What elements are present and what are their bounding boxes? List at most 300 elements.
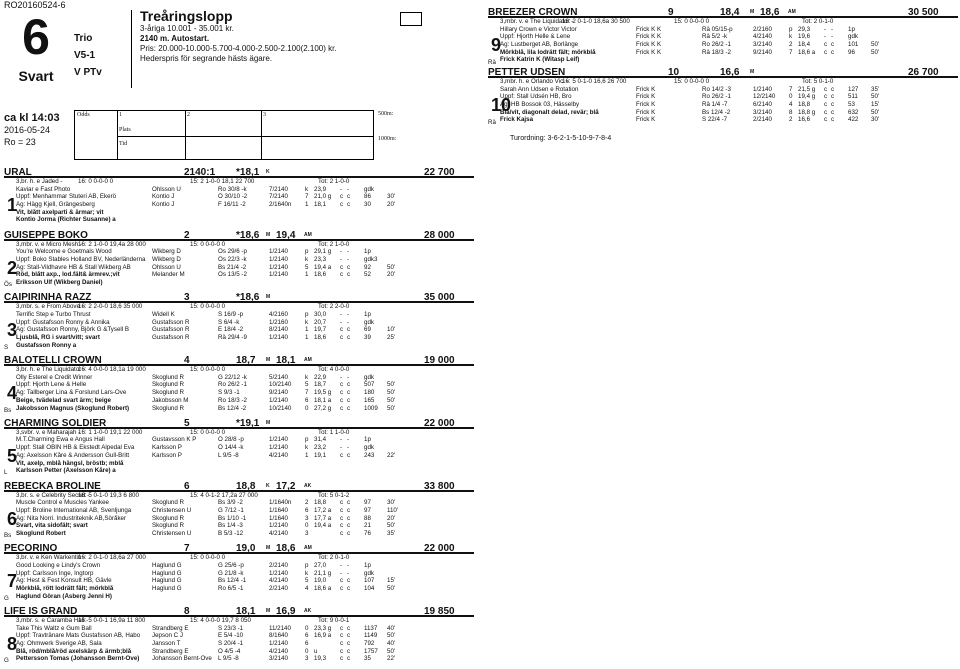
horse-line bbox=[4, 193, 474, 201]
page-code: RO20160524-6 bbox=[4, 0, 66, 10]
race-info bbox=[140, 8, 337, 64]
horse-block bbox=[488, 8, 958, 64]
horse-number: 2 bbox=[7, 257, 18, 278]
horse-earnings: 19 000 bbox=[424, 355, 455, 367]
horse-line bbox=[488, 26, 958, 34]
start-cell: - bbox=[347, 444, 350, 452]
start-cell: 20' bbox=[387, 514, 396, 522]
horse-line bbox=[4, 499, 474, 507]
start-cell: 50' bbox=[871, 41, 880, 49]
start-cell: p bbox=[305, 561, 309, 569]
race-type: Trio bbox=[74, 33, 93, 44]
start-cell: 3/2140 bbox=[753, 108, 772, 116]
horse-stat: 16: 2 2-0-0 18,6 35 000 bbox=[78, 303, 143, 311]
start-cell: 40' bbox=[387, 624, 396, 632]
start-cell: Skoglund R bbox=[152, 373, 184, 381]
split-box bbox=[376, 110, 458, 160]
horse-info: Vit, blått axelparti & ärmar; vit bbox=[16, 208, 104, 216]
start-cell: 104 bbox=[364, 584, 375, 592]
horse-line bbox=[488, 93, 958, 101]
start-cell: 180 bbox=[364, 389, 375, 397]
horse-line bbox=[4, 319, 474, 327]
start-cell: 40' bbox=[387, 639, 396, 647]
start-cell: c bbox=[347, 624, 351, 632]
horse-stat: 15: 0 0-0-0 0 bbox=[190, 303, 226, 311]
start-cell: 50' bbox=[387, 396, 396, 404]
horse-info: Haglund Göran (Åsberg Jenni H) bbox=[16, 592, 112, 600]
start-cell: Ö 30/10 -2 bbox=[218, 193, 248, 201]
start-cell: - bbox=[831, 25, 834, 33]
start-cell: Ro 26/2 -1 bbox=[702, 93, 731, 101]
start-cell: k bbox=[789, 33, 793, 41]
start-cell: 1/2140 bbox=[269, 569, 288, 577]
race-track: Ro = 23 bbox=[4, 137, 36, 147]
horse-line bbox=[4, 460, 474, 468]
start-cell: Ös 13/5 -2 bbox=[218, 271, 247, 279]
start-cell: c bbox=[347, 404, 351, 412]
start-cell: c bbox=[340, 577, 344, 585]
horse-line bbox=[4, 216, 474, 224]
start-cell: c bbox=[831, 93, 835, 101]
start-cell: p bbox=[789, 25, 793, 33]
start-cell: G 7/12 -1 bbox=[218, 506, 244, 514]
start-cell: - bbox=[340, 318, 343, 326]
horse-number: 6 bbox=[7, 508, 18, 529]
horse-block bbox=[4, 544, 474, 600]
start-cell: 50' bbox=[387, 404, 396, 412]
start-cell: Gustafsson R bbox=[152, 326, 190, 334]
start-cell: c bbox=[347, 193, 351, 201]
horse-stat: 16: 5 0-1-0 16,6 26 700 bbox=[562, 78, 627, 85]
horse-header bbox=[4, 607, 474, 617]
horse-info: Uppf: Stall Udsén HB, Bro bbox=[500, 93, 572, 101]
start-cell: Rä 05/15-p bbox=[702, 25, 733, 33]
horse-info: Uppf: Broline International AB, Svenljunga bbox=[16, 506, 132, 514]
start-cell: 21,0 g bbox=[314, 193, 332, 201]
horse-stat: 3,mbr. s. e From Above - bbox=[16, 303, 84, 311]
horse-line bbox=[488, 109, 958, 117]
start-cell: 97 bbox=[364, 499, 371, 507]
horse-track-code: G bbox=[4, 594, 9, 602]
start-cell: 422 bbox=[848, 116, 859, 124]
start-cell: - bbox=[347, 311, 350, 319]
start-cell: Haglund G bbox=[152, 569, 182, 577]
horse-stat: 16: 1 1-0-0 19,1 22 000 bbox=[78, 428, 143, 436]
start-cell: 2 bbox=[305, 499, 309, 507]
horse-stat: Tot: 2 0-1-0 bbox=[318, 554, 350, 562]
start-cell: B 5/3 -12 bbox=[218, 529, 244, 537]
horse-header bbox=[4, 419, 474, 429]
start-cell: gdk bbox=[848, 33, 858, 41]
horse-record: 18,4 bbox=[720, 7, 740, 18]
start-cell: Johansson Bernt-Ove bbox=[152, 655, 212, 663]
horse-line bbox=[488, 56, 958, 64]
start-cell: 7 bbox=[789, 85, 793, 93]
start-cell: 19,1 bbox=[314, 451, 327, 459]
start-cell: 4 bbox=[305, 584, 309, 592]
horse-earnings: 22 700 bbox=[424, 167, 455, 178]
start-cell: 20' bbox=[387, 271, 396, 279]
horse-record: 18,7 bbox=[236, 355, 256, 367]
start-cell: gdk bbox=[364, 185, 374, 193]
horse-number: 1 bbox=[7, 195, 18, 215]
horse-earnings: 28 000 bbox=[424, 229, 455, 241]
race-date: 2016-05-24 bbox=[4, 125, 51, 135]
horse-stat: 3,mbr. v. e The Liquidator - bbox=[500, 18, 574, 25]
start-cell: G 25/6 -p bbox=[218, 561, 244, 569]
start-cell: c bbox=[340, 499, 344, 507]
horse-stat: 15: 4 0-1-2 17,2a 27 000 bbox=[190, 491, 258, 499]
start-cell: Bs 12/4 -2 bbox=[218, 404, 247, 412]
start-cell: 5 bbox=[305, 263, 309, 271]
start-cell: c bbox=[347, 647, 351, 655]
start-cell: - bbox=[347, 318, 350, 326]
horse-info: Mörkblå, rött lodrätt fält; mörkblå bbox=[16, 584, 114, 592]
start-cell: 632 bbox=[848, 108, 859, 116]
start-cell: 18,1 a bbox=[314, 396, 332, 404]
start-cell: 10/2140 bbox=[269, 381, 292, 389]
race-type: V5-1 bbox=[74, 50, 96, 61]
start-cell: - bbox=[340, 569, 343, 577]
horse-stat: 16: 4 0-0-0 18,1a 19 000 bbox=[78, 366, 146, 374]
horse-info: You're Welcome e Goetmals Wood bbox=[16, 248, 112, 256]
horse-record: *18,1 bbox=[236, 167, 260, 178]
start-cell: 5/2140 bbox=[269, 373, 288, 381]
start-cell: Frick K bbox=[636, 93, 656, 101]
start-cell: 1/2140 bbox=[269, 334, 288, 342]
start-cell: 3/2140 bbox=[269, 655, 288, 663]
odds-col: 3 bbox=[263, 112, 266, 118]
horse-line bbox=[4, 577, 474, 585]
start-cell: c bbox=[831, 108, 835, 116]
start-cell: k bbox=[305, 569, 309, 577]
start-cell: 4/2140 bbox=[269, 451, 288, 459]
start-cell: c bbox=[824, 101, 828, 109]
horse-track-code: S bbox=[4, 343, 9, 351]
start-cell: - bbox=[340, 436, 343, 444]
start-cell: c bbox=[340, 624, 344, 632]
start-cell: 4/2140 bbox=[269, 529, 288, 537]
horse-line bbox=[488, 86, 958, 94]
start-cell: c bbox=[340, 404, 344, 412]
start-cell: Frick K bbox=[636, 116, 656, 124]
horse-line bbox=[4, 593, 474, 601]
horse-stat: Tot: 5 0-1-0 bbox=[802, 78, 834, 85]
start-cell: c bbox=[340, 271, 344, 279]
horse-mid: 4 bbox=[184, 355, 190, 367]
horse-track-code: Rä bbox=[488, 58, 496, 66]
odds-col: 1 bbox=[119, 112, 122, 118]
horse-record-suffix: M bbox=[266, 357, 271, 364]
start-cell: 1/2140 bbox=[269, 263, 288, 271]
horse-info: M.T.Charming Ewa e Angus Hall bbox=[16, 436, 105, 444]
start-cell: Rä 18/3 -2 bbox=[702, 48, 731, 56]
race-title: Treåringslopp bbox=[140, 8, 233, 24]
start-cell: 2 bbox=[789, 116, 793, 124]
start-cell: 8/2140 bbox=[269, 326, 288, 334]
horse-line bbox=[4, 178, 474, 186]
start-cell: Ro 14/2 -3 bbox=[702, 85, 731, 93]
start-cell: Ro 6/5 -1 bbox=[218, 584, 244, 592]
start-cell: Bs 1/4 -3 bbox=[218, 522, 243, 530]
start-cell: 27,2 g bbox=[314, 404, 332, 412]
horse-header bbox=[488, 8, 958, 18]
horse-name: GUISEPPE BOKO bbox=[4, 229, 88, 241]
start-cell: c bbox=[347, 632, 351, 640]
horse-info: Mörkblå, lila lodrätt fält; mörkblå bbox=[500, 48, 596, 56]
horse-line bbox=[4, 444, 474, 452]
start-cell: 27,0 bbox=[314, 561, 327, 569]
start-cell: 50' bbox=[387, 632, 396, 640]
start-cell: c bbox=[347, 529, 351, 537]
start-cell: c bbox=[347, 263, 351, 271]
horse-line bbox=[4, 264, 474, 272]
start-cell: 243 bbox=[364, 451, 375, 459]
horse-info: Blå, röd/mblå/röd axelskärp & ärmb;blå bbox=[16, 647, 132, 655]
start-cell: 511 bbox=[848, 93, 858, 101]
horse-number: 9 bbox=[491, 35, 502, 55]
horse-record-auto-suffix: AK bbox=[304, 482, 312, 489]
start-cell: 15' bbox=[871, 101, 880, 109]
horse-stat: Tot: 5 0-1-2 bbox=[318, 491, 350, 499]
start-cell: 35 bbox=[364, 655, 371, 663]
horse-info: Hillary Crown e Victor Victor bbox=[500, 25, 577, 33]
horse-line bbox=[488, 18, 958, 26]
horse-stat: 3,svbr. v. e Maharajah - bbox=[16, 428, 81, 436]
horse-info: Terrific Step e Turbo Thrust bbox=[16, 311, 91, 319]
start-cell: Ös 22/3 -k bbox=[218, 256, 247, 264]
start-cell: 1/1640 bbox=[269, 514, 288, 522]
horse-info: Eriksson Ulf (Wikberg Daniel) bbox=[16, 279, 103, 287]
start-cell: 1 bbox=[305, 451, 309, 459]
horse-header bbox=[4, 482, 474, 492]
split-1000: 1000m: bbox=[378, 136, 397, 142]
horse-number: 3 bbox=[7, 320, 18, 341]
start-cell: c bbox=[340, 506, 344, 514]
start-cell: Christensen U bbox=[152, 529, 192, 537]
horse-record-suffix: M bbox=[750, 9, 755, 15]
start-cell: c bbox=[831, 41, 835, 49]
start-cell: 507 bbox=[364, 381, 375, 389]
start-cell: 8 bbox=[789, 108, 793, 116]
start-cell: 21,1 g bbox=[314, 569, 332, 577]
horse-line bbox=[488, 101, 958, 109]
start-cell: c bbox=[340, 451, 344, 459]
start-cell: 3 bbox=[305, 529, 309, 537]
race-types bbox=[74, 30, 102, 81]
plats-label: Plats bbox=[119, 127, 131, 133]
horse-record-suffix: M bbox=[266, 294, 271, 301]
horse-info: Äg: HB Bossok 03, Hässelby bbox=[500, 101, 580, 109]
start-cell: 1 bbox=[305, 271, 309, 279]
start-cell: gdk bbox=[364, 444, 374, 452]
start-cell: Wikberg D bbox=[152, 248, 181, 256]
horse-earnings: 26 700 bbox=[908, 67, 939, 78]
horse-earnings: 35 000 bbox=[424, 292, 455, 304]
start-cell: 5 bbox=[305, 577, 309, 585]
start-cell: 5 bbox=[305, 381, 309, 389]
start-cell: 23,3 g bbox=[314, 624, 332, 632]
horse-name: REBECKA BROLINE bbox=[4, 480, 101, 492]
start-cell: c bbox=[340, 647, 344, 655]
start-cell: 2/1640n bbox=[269, 201, 292, 209]
horse-track-code: G bbox=[4, 657, 9, 665]
start-cell: Ro 26/2 -1 bbox=[702, 41, 731, 49]
horse-record-auto-suffix: AM bbox=[304, 231, 312, 238]
start-cell: c bbox=[340, 529, 344, 537]
race-number: 6 bbox=[22, 9, 50, 65]
start-cell: c bbox=[347, 271, 351, 279]
horse-line bbox=[4, 522, 474, 530]
start-cell: Jakobsson M bbox=[152, 396, 189, 404]
start-cell: Frick K K bbox=[636, 41, 662, 49]
start-cell: 0 bbox=[305, 647, 309, 655]
start-cell: 53 bbox=[848, 101, 855, 109]
horse-line bbox=[4, 334, 474, 342]
horse-info: Uppf: Stall OBIN HB & Ekstedt Alpedal Eva bbox=[16, 444, 135, 452]
start-cell: 25' bbox=[387, 334, 396, 342]
start-cell: - bbox=[347, 436, 350, 444]
horse-block bbox=[4, 482, 474, 538]
horse-info: Kaviar e Fast Photo bbox=[16, 185, 71, 193]
horse-stat: 16: 5 0-0-1 16,9a 11 800 bbox=[78, 616, 146, 624]
horse-info: Äg: Hest & Fest Konsult HB, Gävle bbox=[16, 577, 112, 585]
start-cell: 1/2140 bbox=[269, 396, 288, 404]
horse-block bbox=[488, 68, 958, 124]
horse-stat: 15: 0 0-0-0 0 bbox=[190, 240, 226, 248]
start-cell: 21,5 g bbox=[798, 85, 816, 93]
start-cell: Karlsson P bbox=[152, 444, 182, 452]
horse-line bbox=[488, 49, 958, 57]
horse-line bbox=[488, 41, 958, 49]
start-cell: c bbox=[347, 655, 351, 663]
start-cell: Jepson C J bbox=[152, 632, 183, 640]
start-cell: 29,3 bbox=[798, 25, 811, 33]
start-cell: k bbox=[305, 373, 309, 381]
horse-track-code: Ös bbox=[4, 281, 12, 289]
start-cell: u bbox=[314, 647, 318, 655]
start-cell: gdk bbox=[364, 373, 374, 381]
start-cell: Jansson T bbox=[152, 639, 181, 647]
start-cell: Strandberg E bbox=[152, 624, 189, 632]
horse-line bbox=[4, 397, 474, 405]
start-cell: 31,4 bbox=[314, 436, 327, 444]
start-cell: 7/2140 bbox=[269, 185, 288, 193]
horse-line bbox=[4, 374, 474, 382]
horse-line bbox=[4, 452, 474, 460]
horse-info: Beige, tvädelad svart ärm; beige bbox=[16, 396, 111, 404]
start-cell: Bs 12/4 -2 bbox=[702, 108, 731, 116]
start-cell: c bbox=[340, 514, 344, 522]
start-cell: c bbox=[340, 639, 344, 647]
horse-mid: 5 bbox=[184, 417, 190, 429]
start-cell: 19,0 bbox=[314, 577, 327, 585]
horse-name: CHARMING SOLDIER bbox=[4, 417, 107, 429]
horse-stat: Tot: 9 0-0-1 bbox=[318, 616, 350, 624]
start-cell: E 18/4 -2 bbox=[218, 326, 244, 334]
start-cell: 1757 bbox=[364, 647, 378, 655]
horse-info: Muscle Control e Muscles Yankee bbox=[16, 499, 109, 507]
start-cell: 7 bbox=[305, 389, 309, 397]
start-cell: 30' bbox=[387, 193, 396, 201]
start-cell: 19,4 g bbox=[798, 93, 816, 101]
start-cell: 1p bbox=[364, 311, 371, 319]
horse-track-code: Bs bbox=[4, 406, 12, 414]
start-cell: 165 bbox=[364, 396, 375, 404]
horse-record-suffix: M bbox=[750, 69, 755, 75]
start-cell: 127 bbox=[848, 85, 859, 93]
start-cell: 1009 bbox=[364, 404, 378, 412]
start-cell: 19,4 a bbox=[314, 263, 332, 271]
start-cell: 1/2140 bbox=[269, 248, 288, 256]
start-cell: 17,2 a bbox=[314, 506, 332, 514]
horse-line bbox=[4, 492, 474, 500]
start-cell: 1 bbox=[305, 326, 309, 334]
horse-stat: 3,br. s. e Celebrity Secret - bbox=[16, 491, 90, 499]
horse-info: Pettersson Tomas (Johansson Bernt-Ove) bbox=[16, 655, 140, 663]
start-cell: 18,4 bbox=[798, 41, 811, 49]
start-cell: c bbox=[824, 48, 828, 56]
horse-record-auto-suffix: AK bbox=[304, 607, 312, 614]
start-cell: 19,6 bbox=[798, 33, 811, 41]
start-cell: Ohlsson U bbox=[152, 263, 181, 271]
start-cell: Ro 26/2 -1 bbox=[218, 381, 247, 389]
start-cell: 86 bbox=[364, 193, 371, 201]
start-cell: Gustavsson K P bbox=[152, 436, 197, 444]
horse-record-auto-suffix: AM bbox=[304, 545, 312, 552]
start-cell: c bbox=[340, 263, 344, 271]
start-cell: 29,1 g bbox=[314, 248, 332, 256]
start-cell: Karlsson P bbox=[152, 451, 182, 459]
horse-line bbox=[4, 311, 474, 319]
start-cell: c bbox=[340, 632, 344, 640]
start-cell: c bbox=[831, 85, 835, 93]
start-cell: 4/2140 bbox=[753, 33, 772, 41]
start-cell: c bbox=[340, 584, 344, 592]
horse-info: Vit, axelp, mblå hängsl, bröstb; mblå bbox=[16, 459, 124, 467]
start-cell: Ohlsson U bbox=[152, 185, 181, 193]
horse-info: Äg: Stall-Vildhavre HB & Stall Wikberg AB bbox=[16, 263, 131, 271]
start-cell: p bbox=[305, 311, 309, 319]
start-cell: 1 bbox=[305, 201, 309, 209]
horse-info: Take This Waltz e Gum Ball bbox=[16, 624, 92, 632]
horse-line bbox=[488, 116, 958, 124]
horse-line bbox=[4, 186, 474, 194]
start-cell: - bbox=[347, 248, 350, 256]
horse-name: BALOTELLI CROWN bbox=[4, 355, 102, 367]
start-cell: 76 bbox=[364, 529, 371, 537]
horse-info: Äg: Hägg Kjell, Grängesberg bbox=[16, 201, 95, 209]
horse-block bbox=[4, 231, 474, 287]
horse-stat: 16: 2 0-1-0 18,6a 30 500 bbox=[562, 18, 630, 25]
horse-number: 4 bbox=[7, 383, 18, 404]
race-time-box bbox=[4, 112, 74, 148]
start-cell: 1/2140 bbox=[269, 444, 288, 452]
horse-info: Jakobsson Magnus (Skoglund Robert) bbox=[16, 404, 130, 412]
start-cell: 7 bbox=[789, 48, 793, 56]
start-cell: 20' bbox=[387, 201, 396, 209]
horse-record: *19,1 bbox=[236, 417, 260, 429]
horse-stat: 3,br. v. e Ken Warkentin - bbox=[16, 554, 86, 562]
start-cell: - bbox=[831, 33, 834, 41]
start-cell: c bbox=[347, 639, 351, 647]
horse-header bbox=[488, 68, 958, 78]
horse-block bbox=[4, 293, 474, 349]
start-cell: 69 bbox=[364, 326, 371, 334]
start-cell: 6 bbox=[305, 396, 309, 404]
horse-header bbox=[4, 231, 474, 241]
horse-info: Olly Esterel e Credit Winner bbox=[16, 373, 93, 381]
